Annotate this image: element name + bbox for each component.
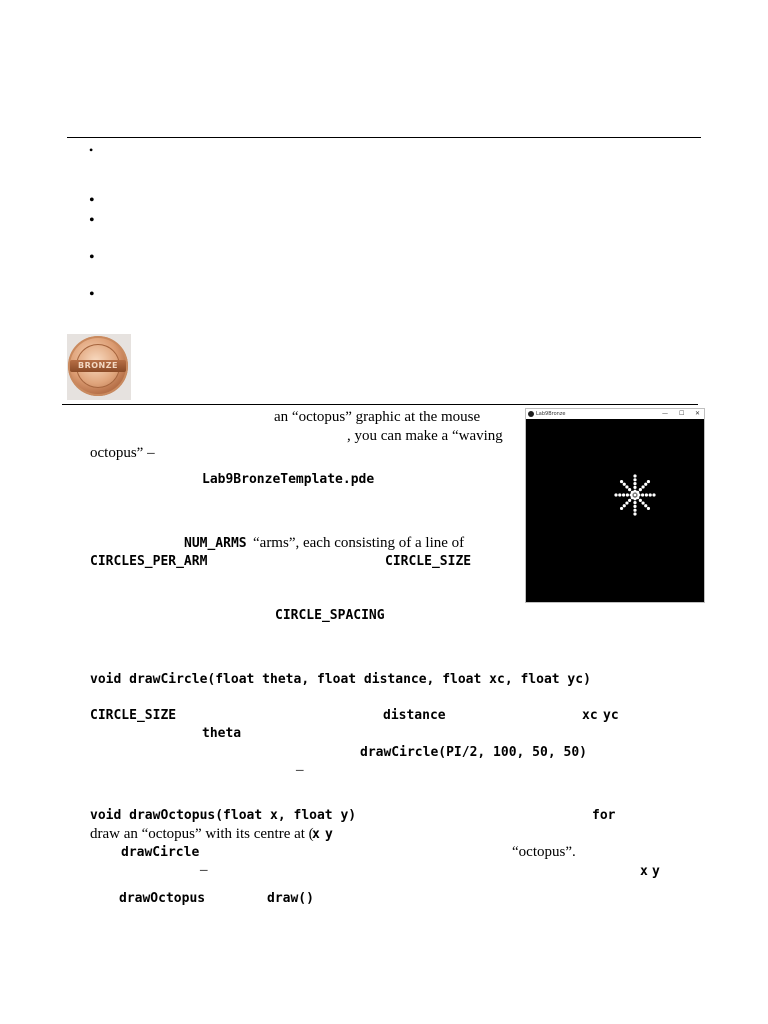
- xc-param: xc: [582, 708, 598, 723]
- octopus-circle: [622, 493, 625, 496]
- yc-param: yc: [603, 708, 619, 723]
- octopus-circle: [633, 482, 636, 485]
- medal-label: BRONZE: [77, 361, 119, 370]
- octopus-circle: [644, 483, 647, 486]
- theta-param: theta: [202, 726, 242, 741]
- bullet-1: •: [89, 143, 94, 157]
- octopus-graphic: [526, 419, 704, 602]
- octopus-circle: [633, 512, 636, 515]
- octopus-circle: [641, 493, 644, 496]
- octopus-circle: [628, 499, 631, 502]
- bullet-4: •: [89, 249, 95, 266]
- octopus-circle: [649, 493, 652, 496]
- sketch-canvas: [526, 419, 704, 602]
- draw-circle-example: drawCircle(PI/2, 100, 50, 50): [360, 745, 587, 760]
- octopus-circle: [647, 507, 650, 510]
- octopus-circle: [623, 504, 626, 507]
- dash-1: –: [296, 762, 304, 778]
- top-divider: [67, 137, 701, 138]
- sketch-window-screenshot: [525, 408, 705, 603]
- octopus-circle: [625, 485, 628, 488]
- y-param-2: y: [652, 864, 660, 879]
- octopus-circle: [639, 488, 642, 491]
- bullet-5: •: [89, 286, 95, 303]
- x-param-2: x: [640, 864, 648, 879]
- draw-circle-ref: drawCircle: [121, 845, 200, 860]
- octopus-circle: [614, 493, 617, 496]
- octopus-circle: [628, 488, 631, 491]
- intro-line-3: octopus” –: [90, 445, 155, 461]
- dash-2: –: [200, 862, 208, 878]
- octopus-circle: [633, 486, 636, 489]
- octopus-circle: [626, 493, 629, 496]
- octopus-circle: [647, 480, 650, 483]
- section-divider: [62, 404, 698, 405]
- octopus-center: [633, 493, 636, 496]
- num-arms-const: NUM_ARMS: [184, 536, 247, 551]
- octopus-circle: [639, 499, 642, 502]
- circle-size-const: CIRCLE_SIZE: [385, 554, 472, 569]
- medal-icon: [68, 336, 128, 396]
- octopus-circle: [633, 505, 636, 508]
- draw-octopus-signature: void drawOctopus(float x, float y): [90, 808, 357, 823]
- draw-octopus-ref: drawOctopus: [119, 891, 206, 906]
- octopus-word: “octopus”.: [512, 844, 576, 860]
- arms-text: “arms”, each consisting of a line of: [253, 535, 465, 551]
- intro-line-2: , you can make a “waving: [347, 428, 503, 444]
- minimize-icon: —: [662, 410, 668, 417]
- template-filename: Lab9BronzeTemplate.pde: [202, 472, 375, 487]
- close-icon: ✕: [695, 410, 701, 417]
- octopus-circle: [633, 501, 636, 504]
- octopus-circle: [633, 478, 636, 481]
- circle-spacing-const: CIRCLE_SPACING: [275, 608, 385, 623]
- octopus-circle: [620, 480, 623, 483]
- circles-per-arm-const: CIRCLES_PER_ARM: [90, 554, 208, 569]
- maximize-icon: ☐: [679, 410, 685, 417]
- circle-size-ref: CIRCLE_SIZE: [90, 708, 177, 723]
- x-param: x: [312, 827, 320, 842]
- octopus-circle: [623, 483, 626, 486]
- bullet-2: •: [89, 192, 95, 209]
- octopus-circle: [620, 507, 623, 510]
- octopus-circle: [641, 485, 644, 488]
- octopus-circle: [652, 493, 655, 496]
- octopus-circle: [645, 493, 648, 496]
- bullet-3: •: [89, 212, 95, 229]
- draw-circle-signature: void drawCircle(float theta, float distance, float xc, float yc): [90, 672, 591, 687]
- distance-param: distance: [383, 708, 446, 723]
- bronze-medal-image: [67, 334, 131, 400]
- for-keyword: for: [592, 808, 616, 823]
- octopus-circle: [618, 493, 621, 496]
- octopus-circle: [633, 509, 636, 512]
- window-titlebar: [526, 409, 704, 419]
- octopus-circle: [636, 491, 639, 494]
- processing-logo-icon: [528, 411, 534, 417]
- octopus-circle: [625, 501, 628, 504]
- octopus-circle: [641, 501, 644, 504]
- intro-line-1: an “octopus” graphic at the mouse: [274, 409, 481, 425]
- window-title: Lab9Bronze: [536, 411, 566, 417]
- octopus-circle: [633, 474, 636, 477]
- octopus-circle: [644, 504, 647, 507]
- draw-fn-ref: draw(): [267, 891, 314, 906]
- octopus-centre-text: draw an “octopus” with its centre at (: [90, 826, 314, 842]
- y-param: y: [325, 827, 333, 842]
